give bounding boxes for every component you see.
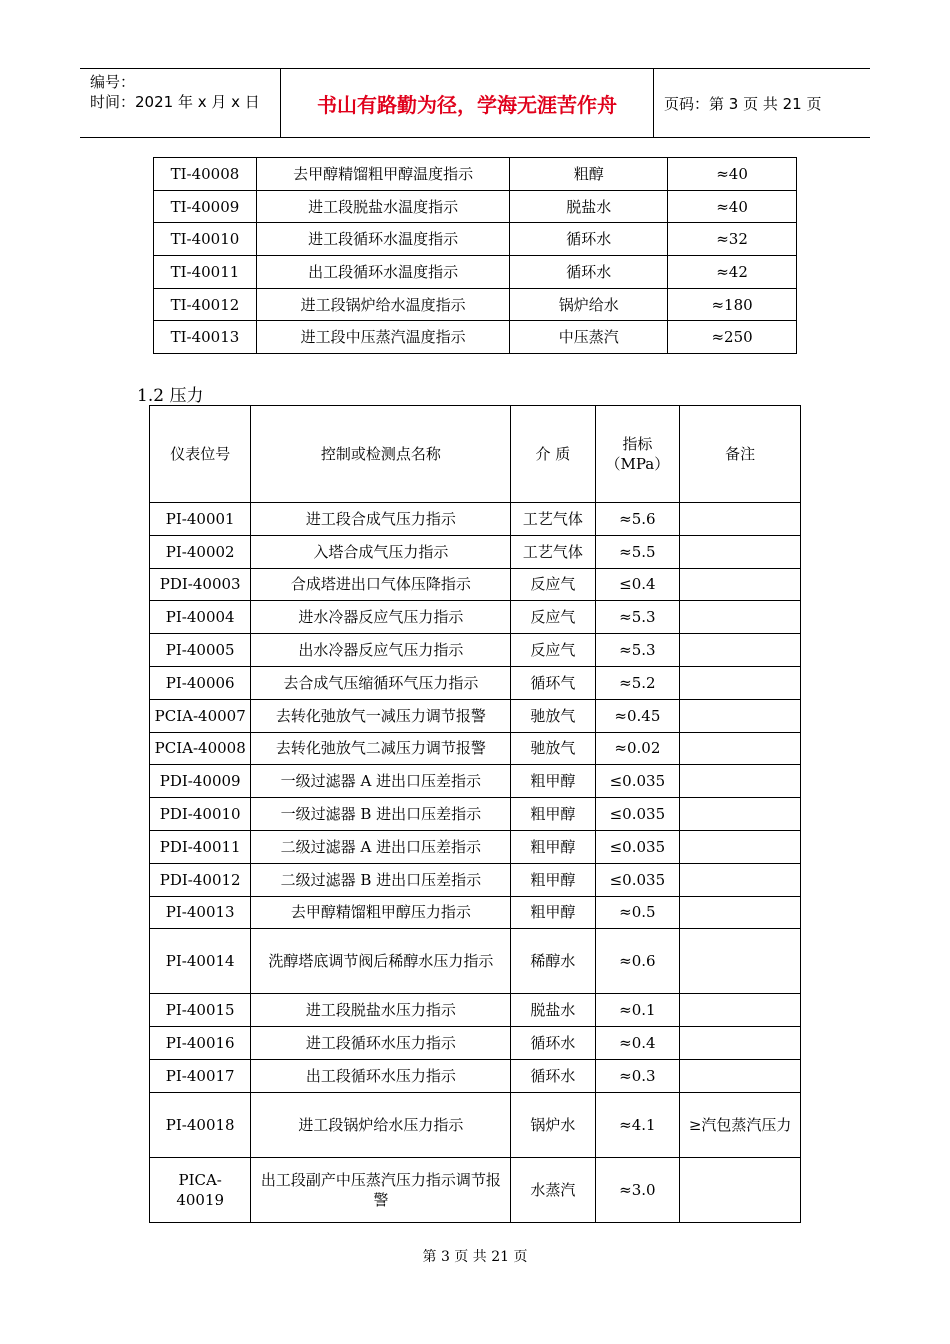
cell-value: ≤0.035 (595, 863, 680, 896)
table-row (150, 1027, 801, 1060)
table-row (154, 256, 797, 289)
cell-medium: 粗甲醇 (511, 896, 595, 929)
cell-medium: 反应气 (511, 634, 595, 667)
cell-medium: 驰放气 (511, 699, 595, 732)
section-title-pressure: 1.2 压力 (137, 386, 204, 406)
cell-tag: PI-40004 (150, 601, 251, 634)
table-row (150, 994, 801, 1027)
cell-medium: 驰放气 (511, 732, 595, 765)
cell-medium: 脱盐水 (510, 190, 668, 223)
cell-name: 出水冷器反应气压力指示 (251, 634, 511, 667)
cell-tag: PI-40006 (150, 666, 251, 699)
cell-value: ≤0.4 (595, 568, 680, 601)
cell-name: 进工段中压蒸汽温度指示 (256, 321, 510, 354)
header-tag: 仪表位号 (150, 406, 251, 503)
table-row (150, 798, 801, 831)
cell-tag: PI-40017 (150, 1059, 251, 1092)
cell-medium: 反应气 (511, 601, 595, 634)
cell-medium: 工艺气体 (511, 503, 595, 536)
cell-name: 洗醇塔底调节阀后稀醇水压力指示 (251, 929, 511, 994)
cell-remark (680, 863, 801, 896)
table-row (154, 223, 797, 256)
cell-medium: 循环气 (511, 666, 595, 699)
table-row (154, 321, 797, 354)
header-motto: 书山有路勤为径，学海无涯苦作舟 (281, 69, 654, 137)
cell-name: 合成塔进出口气体压降指示 (251, 568, 511, 601)
cell-medium: 锅炉水 (511, 1092, 595, 1157)
cell-tag: TI-40008 (154, 158, 257, 191)
cell-tag: TI-40009 (154, 190, 257, 223)
cell-remark (680, 830, 801, 863)
cell-remark (680, 994, 801, 1027)
cell-name: 去甲醇精馏粗甲醇压力指示 (251, 896, 511, 929)
table-row (150, 503, 801, 536)
cell-tag: PDI-40010 (150, 798, 251, 831)
table-row (150, 1092, 801, 1157)
table-row (154, 190, 797, 223)
table-row (150, 1059, 801, 1092)
cell-remark (680, 798, 801, 831)
cell-tag: TI-40011 (154, 256, 257, 289)
cell-tag: PI-40005 (150, 634, 251, 667)
cell-medium: 中压蒸汽 (510, 321, 668, 354)
cell-remark (680, 666, 801, 699)
cell-tag: PI-40016 (150, 1027, 251, 1060)
cell-remark (680, 1059, 801, 1092)
cell-name: 进水冷器反应气压力指示 (251, 601, 511, 634)
cell-remark (680, 765, 801, 798)
cell-medium: 锅炉给水 (510, 288, 668, 321)
table-row (150, 568, 801, 601)
serial-label: 编号： (90, 73, 136, 91)
table-row (150, 601, 801, 634)
cell-tag: PI-40014 (150, 929, 251, 994)
cell-value: ≤0.035 (595, 798, 680, 831)
cell-name: 进工段循环水温度指示 (256, 223, 510, 256)
table-row (150, 765, 801, 798)
cell-tag: PCIA-40007 (150, 699, 251, 732)
cell-name: 去转化弛放气二减压力调节报警 (251, 732, 511, 765)
cell-tag: PI-40018 (150, 1092, 251, 1157)
cell-value: ≈32 (668, 223, 797, 256)
table-row (150, 929, 801, 994)
cell-name: 进工段锅炉给水压力指示 (251, 1092, 511, 1157)
cell-name: 出工段循环水压力指示 (251, 1059, 511, 1092)
cell-remark (680, 929, 801, 994)
cell-value: ≈4.1 (595, 1092, 680, 1157)
table-row (150, 1157, 801, 1222)
cell-medium: 循环水 (511, 1059, 595, 1092)
table-row (150, 535, 801, 568)
cell-value: ≈5.6 (595, 503, 680, 536)
page-header (80, 68, 870, 138)
cell-value: ≈250 (668, 321, 797, 354)
header-value: 指标（MPa） (595, 406, 680, 503)
cell-remark (680, 896, 801, 929)
cell-value: ≈3.0 (595, 1157, 680, 1222)
cell-value: ≈40 (668, 158, 797, 191)
temperature-table (153, 157, 797, 354)
page-footer: 第 3 页 共 21 页 (422, 1249, 528, 1265)
cell-tag: PI-40015 (150, 994, 251, 1027)
cell-value: ≈5.5 (595, 535, 680, 568)
cell-name: 一级过滤器 A 进出口压差指示 (251, 765, 511, 798)
cell-remark (680, 699, 801, 732)
cell-tag: PI-40001 (150, 503, 251, 536)
cell-medium: 循环水 (510, 223, 668, 256)
table-row (154, 158, 797, 191)
header-name: 控制或检测点名称 (251, 406, 511, 503)
cell-name: 出工段副产中压蒸汽压力指示调节报警 (251, 1157, 511, 1222)
cell-medium: 粗甲醇 (511, 765, 595, 798)
cell-name: 进工段锅炉给水温度指示 (256, 288, 510, 321)
cell-name: 去转化弛放气一减压力调节报警 (251, 699, 511, 732)
cell-value: ≈40 (668, 190, 797, 223)
header-page-label: 页码：第 3 页 共 21 页 (664, 94, 822, 113)
cell-tag: PICA- 40019 (150, 1157, 251, 1222)
cell-remark (680, 503, 801, 536)
cell-medium: 稀醇水 (511, 929, 595, 994)
table-row (150, 666, 801, 699)
cell-name: 去合成气压缩循环气压力指示 (251, 666, 511, 699)
cell-medium: 脱盐水 (511, 994, 595, 1027)
cell-value: ≈5.3 (595, 634, 680, 667)
header-remark: 备注 (680, 406, 801, 503)
cell-name: 进工段循环水压力指示 (251, 1027, 511, 1060)
table-row (150, 896, 801, 929)
cell-medium: 工艺气体 (511, 535, 595, 568)
table-row (150, 634, 801, 667)
cell-medium: 循环水 (511, 1027, 595, 1060)
header-medium: 介 质 (511, 406, 595, 503)
cell-value: ≈0.02 (595, 732, 680, 765)
cell-tag: TI-40010 (154, 223, 257, 256)
cell-medium: 粗醇 (510, 158, 668, 191)
cell-tag: PDI-40009 (150, 765, 251, 798)
cell-value: ≤0.035 (595, 765, 680, 798)
cell-name: 出工段循环水温度指示 (256, 256, 510, 289)
cell-medium: 反应气 (511, 568, 595, 601)
cell-value: ≈5.3 (595, 601, 680, 634)
table-row (150, 699, 801, 732)
cell-name: 二级过滤器 B 进出口压差指示 (251, 863, 511, 896)
table-row (150, 732, 801, 765)
cell-value: ≈180 (668, 288, 797, 321)
cell-remark: ≥汽包蒸汽压力 (680, 1092, 801, 1157)
cell-medium: 循环水 (510, 256, 668, 289)
cell-medium: 水蒸汽 (511, 1157, 595, 1222)
cell-remark (680, 1027, 801, 1060)
cell-remark (680, 634, 801, 667)
cell-medium: 粗甲醇 (511, 863, 595, 896)
cell-tag: TI-40012 (154, 288, 257, 321)
cell-tag: PDI-40012 (150, 863, 251, 896)
time-label: 时间：2021 年 x 月 x 日 (90, 93, 260, 111)
cell-value: ≈0.3 (595, 1059, 680, 1092)
cell-value: ≈0.6 (595, 929, 680, 994)
pressure-table (149, 405, 801, 1223)
table-row (154, 288, 797, 321)
cell-tag: TI-40013 (154, 321, 257, 354)
cell-name: 进工段脱盐水温度指示 (256, 190, 510, 223)
cell-remark (680, 1157, 801, 1222)
cell-value: ≤0.035 (595, 830, 680, 863)
cell-tag: PI-40002 (150, 535, 251, 568)
cell-remark (680, 535, 801, 568)
table-header-row (150, 406, 801, 503)
cell-name: 进工段合成气压力指示 (251, 503, 511, 536)
cell-value: ≈0.4 (595, 1027, 680, 1060)
cell-tag: PI-40013 (150, 896, 251, 929)
cell-remark (680, 732, 801, 765)
cell-tag: PDI-40003 (150, 568, 251, 601)
header-meta (80, 69, 281, 137)
cell-name: 进工段脱盐水压力指示 (251, 994, 511, 1027)
table-row (150, 830, 801, 863)
cell-name: 入塔合成气压力指示 (251, 535, 511, 568)
cell-remark (680, 601, 801, 634)
cell-tag: PDI-40011 (150, 830, 251, 863)
cell-name: 一级过滤器 B 进出口压差指示 (251, 798, 511, 831)
cell-value: ≈0.1 (595, 994, 680, 1027)
cell-medium: 粗甲醇 (511, 798, 595, 831)
cell-value: ≈5.2 (595, 666, 680, 699)
cell-name: 去甲醇精馏粗甲醇温度指示 (256, 158, 510, 191)
cell-medium: 粗甲醇 (511, 830, 595, 863)
cell-remark (680, 568, 801, 601)
cell-value: ≈0.5 (595, 896, 680, 929)
cell-value: ≈0.45 (595, 699, 680, 732)
table-row (150, 863, 801, 896)
cell-tag: PCIA-40008 (150, 732, 251, 765)
cell-value: ≈42 (668, 256, 797, 289)
cell-name: 二级过滤器 A 进出口压差指示 (251, 830, 511, 863)
